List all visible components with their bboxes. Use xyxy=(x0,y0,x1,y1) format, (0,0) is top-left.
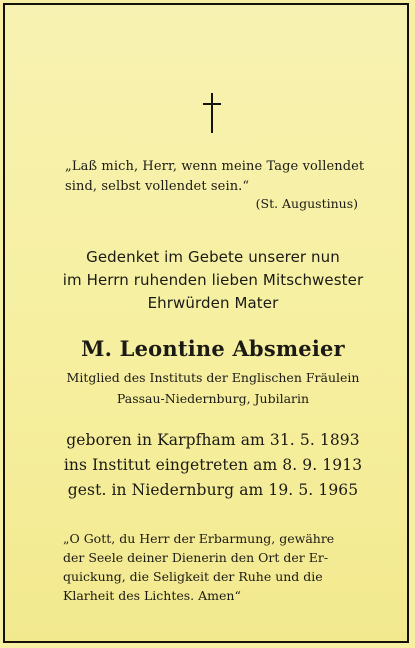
death-date-line: gest. in Niedernburg am 19. 5. 1965 xyxy=(67,481,359,499)
intro-line-1: Gedenket im Gebete unserer nun xyxy=(86,248,340,266)
intro-line-2: im Herrn ruhenden lieben Mitschwester xyxy=(62,271,364,289)
affiliation xyxy=(45,367,381,409)
prayer-line-3: quickung, die Seligkeit der Ruhe und die xyxy=(63,569,323,584)
affiliation-line-1: Mitglied des Instituts der Englischen Fräulein xyxy=(66,370,360,385)
quote-attribution: (St. Augustinus) xyxy=(255,196,358,211)
prayer-line-2: der Seele deiner Dienerin den Ort der Er- xyxy=(63,550,329,565)
opening-quote xyxy=(65,157,375,197)
card-content xyxy=(5,5,407,641)
affiliation-line-2: Passau-Niedernburg, Jubilarin xyxy=(116,391,310,406)
intro-line-3: Ehrwürden Mater xyxy=(147,294,279,312)
birth-date-line: geboren in Karpfham am 31. 5. 1893 xyxy=(66,431,360,449)
closing-prayer xyxy=(63,529,381,605)
life-dates xyxy=(45,428,381,503)
remembrance-intro xyxy=(45,246,381,315)
cross-horizontal-bar xyxy=(203,103,221,105)
prayer-line-1: „O Gott, du Herr der Erbarmung, gewähre xyxy=(63,531,335,546)
opening-quote-line-2: sind, selbst vollendet sein.“ xyxy=(65,179,250,194)
prayer-line-4: Klarheit des Lichtes. Amen“ xyxy=(63,588,241,603)
deceased-name: M. Leontine Absmeier xyxy=(81,336,345,361)
opening-quote-line-1: „Laß mich, Herr, wenn meine Tage vollendet xyxy=(65,159,365,174)
cross-icon xyxy=(201,93,223,133)
entry-date-line: ins Institut eingetreten am 8. 9. 1913 xyxy=(63,456,363,474)
black-border-frame xyxy=(3,3,409,643)
cross-vertical-bar xyxy=(211,93,213,133)
